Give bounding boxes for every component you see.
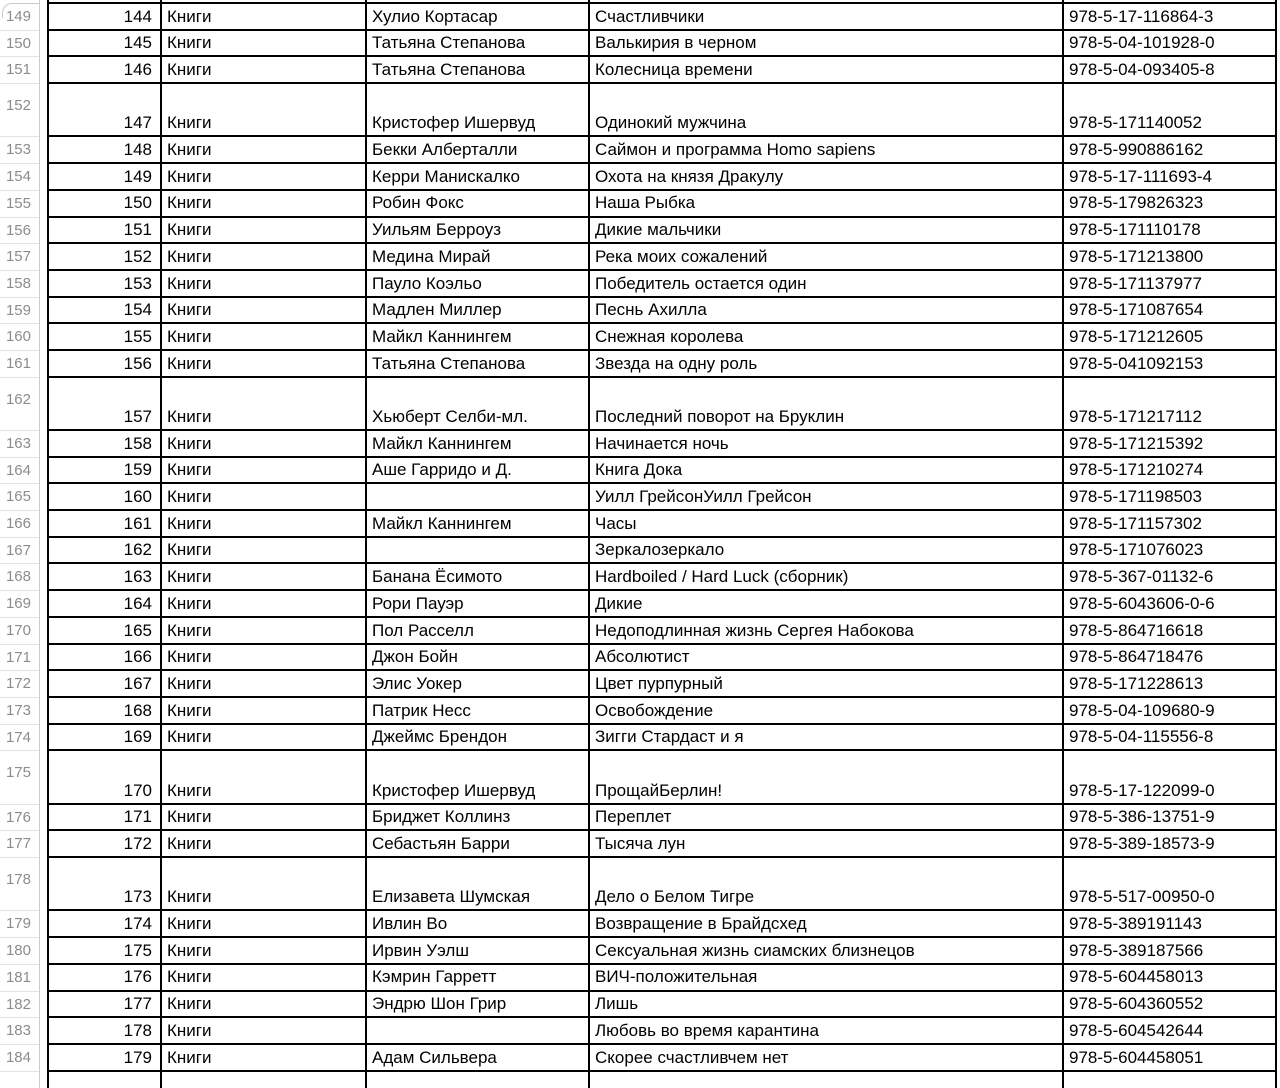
table-row (47, 591, 1277, 618)
cell-item-number[interactable]: 144 (47, 4, 162, 29)
row-header[interactable]: 180 (0, 938, 39, 965)
cell-item-number[interactable]: 151 (47, 218, 162, 243)
cell-author[interactable]: Уильям Берроуз (367, 218, 590, 243)
cell-item-number[interactable] (47, 1072, 162, 1088)
cell-item-number[interactable]: 160 (47, 484, 162, 509)
cell-item-number[interactable]: 146 (47, 57, 162, 82)
cell-category[interactable]: Книги (162, 618, 367, 643)
cell-title[interactable]: Тысяча лун (590, 831, 1064, 856)
cell-category[interactable]: Книги (162, 4, 367, 29)
table-row (47, 938, 1277, 965)
row-header[interactable]: 182 (0, 992, 39, 1019)
cell-author[interactable] (367, 484, 590, 509)
cell-item-number[interactable]: 152 (47, 244, 162, 269)
cell-author[interactable]: Кэмрин Гарретт (367, 965, 590, 990)
cell-isbn[interactable]: 978-5-17-111693-4 (1064, 164, 1277, 189)
cell-item-number[interactable]: 172 (47, 831, 162, 856)
cell-category[interactable]: Книги (162, 244, 367, 269)
cell-isbn[interactable]: 978-5-864716618 (1064, 618, 1277, 643)
row-header[interactable]: 169 (0, 591, 39, 618)
cell-isbn[interactable]: 978-5-171210274 (1064, 458, 1277, 483)
cell-author[interactable] (367, 0, 590, 3)
row-header[interactable]: 152 (0, 84, 39, 137)
cell-category[interactable]: Книги (162, 671, 367, 696)
cell-item-number[interactable]: 145 (47, 31, 162, 56)
table-row (47, 805, 1277, 832)
row-header[interactable]: 170 (0, 618, 39, 645)
cell-author[interactable]: Пауло Коэльо (367, 271, 590, 296)
table-row (47, 484, 1277, 511)
cell-author[interactable]: Медина Мирай (367, 244, 590, 269)
cell-author[interactable]: Пол Расселл (367, 618, 590, 643)
cell-title[interactable]: Звезда на одну роль (590, 351, 1064, 376)
cell-item-number[interactable] (47, 0, 162, 3)
cell-isbn[interactable] (1064, 1072, 1277, 1088)
cell-category[interactable] (162, 0, 367, 3)
cell-isbn[interactable]: 978-5-171087654 (1064, 298, 1277, 323)
cell-author[interactable] (367, 1072, 590, 1088)
cell-author[interactable]: Майкл Каннингем (367, 511, 590, 536)
cell-isbn[interactable]: 978-5-179826323 (1064, 191, 1277, 216)
cell-category[interactable]: Книги (162, 484, 367, 509)
cell-item-number[interactable]: 147 (47, 84, 162, 135)
cell-title[interactable]: Дикие (590, 591, 1064, 616)
cell-author[interactable]: Керри Манискалко (367, 164, 590, 189)
table-row (47, 725, 1277, 752)
table-row (47, 164, 1277, 191)
cell-isbn[interactable]: 978-5-17-122099-0 (1064, 751, 1277, 802)
cell-title[interactable]: Зигги Стардаст и я (590, 725, 1064, 750)
table-row (47, 911, 1277, 938)
cell-item-number[interactable]: 149 (47, 164, 162, 189)
cell-author[interactable]: Рори Пауэр (367, 591, 590, 616)
cell-author[interactable]: Майкл Каннингем (367, 431, 590, 456)
cell-author[interactable]: Татьяна Степанова (367, 351, 590, 376)
cell-category[interactable]: Книги (162, 511, 367, 536)
cell-title[interactable]: Освобождение (590, 698, 1064, 723)
table-row (47, 137, 1277, 164)
cell-item-number[interactable]: 166 (47, 645, 162, 670)
cell-isbn[interactable]: 978-5-386-13751-9 (1064, 805, 1277, 830)
row-header[interactable]: 184 (0, 1045, 39, 1072)
row-header[interactable]: 176 (0, 805, 39, 832)
row-header[interactable]: 173 (0, 698, 39, 725)
cell-isbn[interactable] (1064, 0, 1277, 3)
row-header[interactable]: 155 (0, 191, 39, 218)
table-row (47, 751, 1277, 804)
cell-author[interactable] (367, 1018, 590, 1043)
cell-author[interactable]: Джон Бойн (367, 645, 590, 670)
table-row-partial-bottom (47, 1072, 1277, 1088)
cell-isbn[interactable]: 978-5-04-093405-8 (1064, 57, 1277, 82)
cell-title[interactable]: Сексуальная жизнь сиамских близнецов (590, 938, 1064, 963)
row-header[interactable]: 161 (0, 351, 39, 378)
cell-category[interactable]: Книги (162, 751, 367, 802)
cell-title[interactable]: Книга Дока (590, 458, 1064, 483)
table-row (47, 218, 1277, 245)
cell-author[interactable]: Бекки Алберталли (367, 137, 590, 162)
cell-item-number[interactable]: 173 (47, 858, 162, 909)
cell-title[interactable]: Лишь (590, 992, 1064, 1017)
cell-title[interactable]: Саймон и программа Homo sapiens (590, 137, 1064, 162)
cell-item-number[interactable]: 148 (47, 137, 162, 162)
cell-author[interactable]: Банана Ёсимото (367, 564, 590, 589)
cell-isbn[interactable]: 978-5-171228613 (1064, 671, 1277, 696)
cell-item-number[interactable]: 150 (47, 191, 162, 216)
cell-category[interactable]: Книги (162, 645, 367, 670)
cell-item-number[interactable]: 155 (47, 324, 162, 349)
cell-category[interactable]: Книги (162, 378, 367, 429)
cell-isbn[interactable]: 978-5-041092153 (1064, 351, 1277, 376)
row-header[interactable]: 158 (0, 271, 39, 298)
row-header[interactable]: 153 (0, 137, 39, 164)
cell-isbn[interactable]: 978-5-517-00950-0 (1064, 858, 1277, 909)
cell-category[interactable]: Книги (162, 298, 367, 323)
row-header[interactable]: 179 (0, 911, 39, 938)
row-header[interactable]: 165 (0, 484, 39, 511)
cell-author[interactable]: Элис Уокер (367, 671, 590, 696)
cell-title[interactable]: Абсолютист (590, 645, 1064, 670)
cell-title[interactable]: Река моих сожалений (590, 244, 1064, 269)
cell-category[interactable]: Книги (162, 1018, 367, 1043)
cell-category[interactable]: Книги (162, 805, 367, 830)
table-row (47, 458, 1277, 485)
cell-author[interactable]: Джеймс Брендон (367, 725, 590, 750)
row-header[interactable]: 154 (0, 164, 39, 191)
cell-item-number[interactable]: 176 (47, 965, 162, 990)
table-row (47, 671, 1277, 698)
table-row (47, 564, 1277, 591)
cell-item-number[interactable]: 178 (47, 1018, 162, 1043)
row-header[interactable]: 177 (0, 831, 39, 858)
cell-item-number[interactable]: 171 (47, 805, 162, 830)
cell-item-number[interactable]: 174 (47, 911, 162, 936)
cell-category[interactable]: Книги (162, 431, 367, 456)
table-row (47, 538, 1277, 565)
cell-isbn[interactable]: 978-5-389-18573-9 (1064, 831, 1277, 856)
books-table (47, 0, 1277, 1088)
cell-category[interactable]: Книги (162, 938, 367, 963)
row-header[interactable]: 156 (0, 218, 39, 245)
cell-item-number[interactable]: 170 (47, 751, 162, 802)
cell-category[interactable]: Книги (162, 911, 367, 936)
row-header[interactable]: 183 (0, 1018, 39, 1045)
cell-author[interactable]: Адам Сильвера (367, 1045, 590, 1070)
cell-author[interactable]: Ивлин Во (367, 911, 590, 936)
cell-isbn[interactable]: 978-5-04-101928-0 (1064, 31, 1277, 56)
cell-title[interactable]: Колесница времени (590, 57, 1064, 82)
cell-title[interactable]: Возвращение в Брайдсхед (590, 911, 1064, 936)
table-row (47, 965, 1277, 992)
table-row (47, 645, 1277, 672)
row-header[interactable]: 178 (0, 858, 39, 911)
cell-category[interactable]: Книги (162, 458, 367, 483)
cell-item-number[interactable]: 153 (47, 271, 162, 296)
table-row (47, 1018, 1277, 1045)
row-header[interactable]: 172 (0, 671, 39, 698)
cell-isbn[interactable]: 978-5-171076023 (1064, 538, 1277, 563)
cell-author[interactable] (367, 538, 590, 563)
cell-author[interactable]: Аше Гарридо и Д. (367, 458, 590, 483)
cell-author[interactable]: Себастьян Барри (367, 831, 590, 856)
cell-category[interactable]: Книги (162, 57, 367, 82)
cell-category[interactable]: Книги (162, 191, 367, 216)
row-header[interactable]: 162 (0, 378, 39, 431)
cell-item-number[interactable]: 168 (47, 698, 162, 723)
cell-author[interactable]: Елизавета Шумская (367, 858, 590, 909)
row-header[interactable]: 157 (0, 244, 39, 271)
cell-author[interactable]: Татьяна Степанова (367, 57, 590, 82)
row-header[interactable]: 167 (0, 538, 39, 565)
cell-title[interactable]: Часы (590, 511, 1064, 536)
table-row (47, 57, 1277, 84)
cell-category[interactable]: Книги (162, 84, 367, 135)
row-header-column (0, 0, 40, 1088)
cell-item-number[interactable]: 159 (47, 458, 162, 483)
cell-isbn[interactable]: 978-5-171215392 (1064, 431, 1277, 456)
cell-title[interactable]: Последний поворот на Бруклин (590, 378, 1064, 429)
cell-author[interactable]: Эндрю Шон Грир (367, 992, 590, 1017)
table-row (47, 378, 1277, 431)
cell-title[interactable]: Уилл ГрейсонУилл Грейсон (590, 484, 1064, 509)
cell-category[interactable]: Книги (162, 965, 367, 990)
cell-category[interactable]: Книги (162, 564, 367, 589)
cell-category[interactable]: Книги (162, 351, 367, 376)
cell-category[interactable]: Книги (162, 324, 367, 349)
cell-title[interactable]: Счастливчики (590, 4, 1064, 29)
row-header[interactable]: 171 (0, 645, 39, 672)
cell-category[interactable] (162, 1072, 367, 1088)
cell-title[interactable]: Hardboiled / Hard Luck (сборник) (590, 564, 1064, 589)
cell-category[interactable]: Книги (162, 271, 367, 296)
table-row (47, 698, 1277, 725)
cell-category[interactable]: Книги (162, 1045, 367, 1070)
cell-title[interactable] (590, 0, 1064, 3)
cell-isbn[interactable]: 978-5-6043606-0-6 (1064, 591, 1277, 616)
table-row (47, 4, 1277, 31)
table-row (47, 858, 1277, 911)
row-header[interactable]: 175 (0, 751, 39, 804)
cell-item-number[interactable]: 157 (47, 378, 162, 429)
cell-isbn[interactable]: 978-5-171217112 (1064, 378, 1277, 429)
cell-isbn[interactable]: 978-5-171110178 (1064, 218, 1277, 243)
cell-title[interactable]: Начинается ночь (590, 431, 1064, 456)
cell-isbn[interactable]: 978-5-171157302 (1064, 511, 1277, 536)
cell-title[interactable]: Переплет (590, 805, 1064, 830)
cell-title[interactable]: Одинокий мужчина (590, 84, 1064, 135)
cell-category[interactable]: Книги (162, 538, 367, 563)
table-row (47, 191, 1277, 218)
cell-title[interactable]: Зеркалозеркало (590, 538, 1064, 563)
cell-isbn[interactable]: 978-5-604360552 (1064, 992, 1277, 1017)
cell-title[interactable]: Снежная королева (590, 324, 1064, 349)
cell-title[interactable]: Скорее счастливчем нет (590, 1045, 1064, 1070)
cell-item-number[interactable]: 169 (47, 725, 162, 750)
cell-item-number[interactable]: 175 (47, 938, 162, 963)
cell-author[interactable]: Бриджет Коллинз (367, 805, 590, 830)
cell-author[interactable]: Робин Фокс (367, 191, 590, 216)
cell-title[interactable]: ПрощайБерлин! (590, 751, 1064, 802)
cell-author[interactable]: Патрик Несс (367, 698, 590, 723)
cell-isbn[interactable]: 978-5-864718476 (1064, 645, 1277, 670)
cell-isbn[interactable]: 978-5-990886162 (1064, 137, 1277, 162)
table-row (47, 298, 1277, 325)
row-header[interactable]: 150 (0, 31, 39, 58)
row-header[interactable]: 151 (0, 57, 39, 84)
cell-category[interactable]: Книги (162, 831, 367, 856)
table-row (47, 1045, 1277, 1072)
row-header[interactable]: 160 (0, 324, 39, 351)
cell-isbn[interactable]: 978-5-604458013 (1064, 965, 1277, 990)
table-row (47, 31, 1277, 58)
row-header[interactable]: 163 (0, 431, 39, 458)
cell-item-number[interactable]: 177 (47, 992, 162, 1017)
cell-isbn[interactable]: 978-5-04-109680-9 (1064, 698, 1277, 723)
cell-author[interactable]: Татьяна Степанова (367, 31, 590, 56)
cell-item-number[interactable]: 167 (47, 671, 162, 696)
cell-isbn[interactable]: 978-5-389187566 (1064, 938, 1277, 963)
cell-isbn[interactable]: 978-5-389191143 (1064, 911, 1277, 936)
cell-category[interactable]: Книги (162, 137, 367, 162)
cell-title[interactable]: ВИЧ-положительная (590, 965, 1064, 990)
cell-isbn[interactable]: 978-5-171140052 (1064, 84, 1277, 135)
row-header[interactable]: 168 (0, 564, 39, 591)
cell-item-number[interactable]: 179 (47, 1045, 162, 1070)
cell-isbn[interactable]: 978-5-171198503 (1064, 484, 1277, 509)
cell-isbn[interactable]: 978-5-367-01132-6 (1064, 564, 1277, 589)
cell-category[interactable]: Книги (162, 698, 367, 723)
cell-author[interactable]: Майкл Каннингем (367, 324, 590, 349)
cell-isbn[interactable]: 978-5-604542644 (1064, 1018, 1277, 1043)
cell-author[interactable]: Кристофер Ишервуд (367, 751, 590, 802)
table-row (47, 618, 1277, 645)
cell-item-number[interactable]: 161 (47, 511, 162, 536)
cell-category[interactable]: Книги (162, 164, 367, 189)
cell-item-number[interactable]: 163 (47, 564, 162, 589)
cell-title[interactable]: Дело о Белом Тигре (590, 858, 1064, 909)
cell-isbn[interactable]: 978-5-171212605 (1064, 324, 1277, 349)
cell-title[interactable]: Охота на князя Дракулу (590, 164, 1064, 189)
cell-title[interactable]: Недоподлинная жизнь Сергея Набокова (590, 618, 1064, 643)
cell-author[interactable]: Хьюберт Селби-мл. (367, 378, 590, 429)
cell-category[interactable]: Книги (162, 591, 367, 616)
table-row (47, 992, 1277, 1019)
cell-isbn[interactable]: 978-5-171213800 (1064, 244, 1277, 269)
cell-item-number[interactable]: 156 (47, 351, 162, 376)
table-row (47, 324, 1277, 351)
cell-title[interactable]: Валькирия в черном (590, 31, 1064, 56)
row-header[interactable]: 159 (0, 298, 39, 325)
table-row (47, 271, 1277, 298)
row-header[interactable]: 149 (0, 4, 39, 31)
cell-isbn[interactable]: 978-5-17-116864-3 (1064, 4, 1277, 29)
cell-author[interactable]: Кристофер Ишервуд (367, 84, 590, 135)
cell-category[interactable]: Книги (162, 992, 367, 1017)
cell-category[interactable]: Книги (162, 725, 367, 750)
table-row (47, 84, 1277, 137)
table-row (47, 351, 1277, 378)
row-header[interactable]: 164 (0, 458, 39, 485)
cell-title[interactable]: Цвет пурпурный (590, 671, 1064, 696)
table-row (47, 831, 1277, 858)
row-header[interactable]: 181 (0, 965, 39, 992)
cell-item-number[interactable]: 165 (47, 618, 162, 643)
cell-author[interactable]: Мадлен Миллер (367, 298, 590, 323)
table-row (47, 431, 1277, 458)
cell-author[interactable]: Ирвин Уэлш (367, 938, 590, 963)
cell-item-number[interactable]: 162 (47, 538, 162, 563)
row-header[interactable] (0, 1072, 39, 1088)
cell-title[interactable]: Любовь во время карантина (590, 1018, 1064, 1043)
cell-title[interactable]: Наша Рыбка (590, 191, 1064, 216)
cell-isbn[interactable]: 978-5-04-115556-8 (1064, 725, 1277, 750)
cell-isbn[interactable]: 978-5-604458051 (1064, 1045, 1277, 1070)
table-row (47, 511, 1277, 538)
cell-category[interactable]: Книги (162, 218, 367, 243)
table-row (47, 244, 1277, 271)
row-header[interactable]: 166 (0, 511, 39, 538)
cell-item-number[interactable]: 164 (47, 591, 162, 616)
row-header[interactable]: 174 (0, 725, 39, 752)
cell-author[interactable]: Хулио Кортасар (367, 4, 590, 29)
cell-item-number[interactable]: 158 (47, 431, 162, 456)
cell-title[interactable]: Песнь Ахилла (590, 298, 1064, 323)
cell-title[interactable]: Дикие мальчики (590, 218, 1064, 243)
cell-isbn[interactable]: 978-5-171137977 (1064, 271, 1277, 296)
cell-category[interactable]: Книги (162, 31, 367, 56)
cell-title[interactable] (590, 1072, 1064, 1088)
cell-item-number[interactable]: 154 (47, 298, 162, 323)
cell-title[interactable]: Победитель остается один (590, 271, 1064, 296)
cell-category[interactable]: Книги (162, 858, 367, 909)
